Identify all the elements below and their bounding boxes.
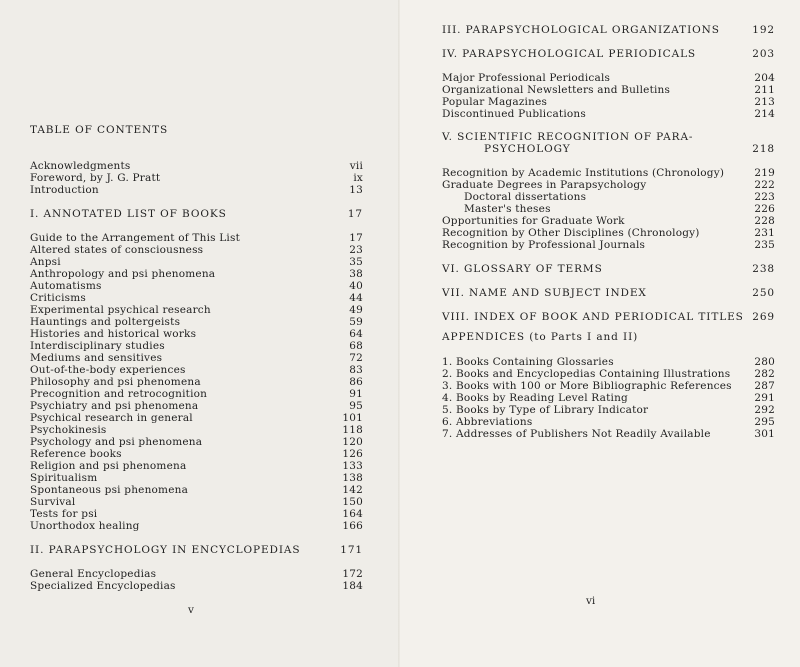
toc-entry-page: 120	[342, 436, 363, 448]
toc-entry	[442, 428, 775, 440]
toc-entry-label: Hauntings and poltergeists	[30, 316, 181, 328]
toc-entry-label: 4. Books by Reading Level Rating	[442, 392, 628, 404]
section-heading	[442, 287, 775, 299]
toc-entry	[30, 316, 363, 328]
section-heading-label: V. SCIENTIFIC RECOGNITION OF PARA-	[442, 131, 694, 143]
toc-entry	[30, 328, 363, 340]
toc-entry	[30, 484, 363, 496]
page-number: vi	[586, 595, 596, 607]
toc-entry-page: 301	[754, 428, 775, 440]
toc-entry-page: 44	[349, 292, 363, 304]
toc-entry-label: Tests for psi	[30, 508, 98, 520]
toc-entry	[30, 388, 363, 400]
toc-entry-label: Spiritualism	[30, 472, 98, 484]
toc-entry-page: 235	[754, 239, 775, 251]
toc-entry-page: 295	[754, 416, 775, 428]
toc-entry-label: Psychical research in general	[30, 412, 193, 424]
toc-entry-page: 292	[754, 404, 775, 416]
toc-entry-page: 228	[754, 215, 775, 227]
toc-entry	[30, 472, 363, 484]
toc-entry	[30, 496, 363, 508]
toc-entry-label: Recognition by Other Disciplines (Chronology)	[442, 227, 700, 239]
section-heading	[30, 544, 363, 556]
toc-entry-page: 213	[754, 96, 775, 108]
toc-entry-page: 13	[349, 184, 363, 196]
toc-entry	[30, 460, 363, 472]
toc-entry-page: 172	[342, 568, 363, 580]
toc-entry	[442, 239, 775, 251]
toc-entry-page: 280	[754, 356, 775, 368]
toc-entry-page: 223	[754, 191, 775, 203]
toc-entry-page: 17	[349, 232, 363, 244]
toc-entry	[30, 232, 363, 244]
toc-entry-label: 1. Books Containing Glossaries	[442, 356, 614, 368]
toc-entry-label: Criticisms	[30, 292, 86, 304]
section-heading-label: VII. NAME AND SUBJECT INDEX	[442, 287, 647, 299]
toc-entry	[442, 368, 775, 380]
toc-entry-page: 118	[342, 424, 363, 436]
toc-entry-label: Automatisms	[30, 280, 102, 292]
toc-entry	[30, 400, 363, 412]
toc-entry-page: 83	[349, 364, 363, 376]
toc-entry	[30, 520, 363, 532]
toc-entry-page: 95	[349, 400, 363, 412]
toc-entry-page: 59	[349, 316, 363, 328]
toc-entry	[30, 292, 363, 304]
toc-title: TABLE OF CONTENTS	[30, 124, 169, 136]
toc-entry	[30, 244, 363, 256]
toc-entry-page: 231	[754, 227, 775, 239]
toc-entry-label: 6. Abbreviations	[442, 416, 533, 428]
toc-entry-page: 204	[754, 72, 775, 84]
toc-entry	[30, 568, 363, 580]
toc-entry	[30, 448, 363, 460]
appendices-heading: APPENDICES (to Parts I and II)	[442, 331, 639, 343]
toc-entry	[30, 364, 363, 376]
section-heading-label: I. ANNOTATED LIST OF BOOKS	[30, 208, 227, 220]
section-heading	[442, 48, 775, 60]
toc-entry	[442, 227, 775, 239]
toc-entry	[30, 352, 363, 364]
section-heading-label: PSYCHOLOGY	[484, 143, 571, 155]
toc-entry-page: 184	[342, 580, 363, 592]
toc-entry-label: Recognition by Academic Institutions (Chronology)	[442, 167, 725, 179]
toc-entry-page: 222	[754, 179, 775, 191]
toc-entry-label: Anthropology and psi phenomena	[30, 268, 216, 280]
toc-entry-label: Doctoral dissertations	[464, 191, 587, 203]
toc-entry-label: 5. Books by Type of Library Indicator	[442, 404, 649, 416]
toc-entry-page: 35	[349, 256, 363, 268]
toc-entry-label: Unorthodox healing	[30, 520, 140, 532]
toc-entry-label: Out-of-the-body experiences	[30, 364, 186, 376]
toc-entry-label: Master's theses	[464, 203, 551, 215]
toc-entry	[442, 108, 775, 120]
toc-entry-label: Precognition and retrocognition	[30, 388, 208, 400]
toc-entry-page: 126	[342, 448, 363, 460]
toc-entry-label: Spontaneous psi phenomena	[30, 484, 189, 496]
toc-entry	[30, 160, 363, 172]
page-number: v	[188, 604, 194, 616]
section-heading-page: 218	[752, 143, 775, 155]
toc-entry	[30, 340, 363, 352]
toc-entry	[30, 172, 363, 184]
toc-entry	[442, 179, 775, 191]
toc-entry	[30, 508, 363, 520]
right-page	[400, 0, 800, 667]
toc-entry-label: Survival	[30, 496, 76, 508]
toc-entry	[30, 304, 363, 316]
section-heading-page: 269	[752, 311, 775, 323]
toc-entry-page: 40	[349, 280, 363, 292]
toc-entry-page: 282	[754, 368, 775, 380]
toc-entry-label: 3. Books with 100 or More Bibliographic References	[442, 380, 732, 392]
section-heading-label: II. PARAPSYCHOLOGY IN ENCYCLOPEDIAS	[30, 544, 301, 556]
toc-entry-page: 68	[349, 340, 363, 352]
section-heading	[442, 311, 775, 323]
toc-entry-label: 2. Books and Encyclopedias Containing Illustrations	[442, 368, 731, 380]
toc-entry	[442, 416, 775, 428]
toc-entry-label: Anpsi	[30, 256, 61, 268]
toc-entry-page: 291	[754, 392, 775, 404]
toc-entry	[442, 404, 775, 416]
toc-entry-label: Guide to the Arrangement of This List	[30, 232, 240, 244]
toc-entry	[30, 280, 363, 292]
toc-entry-label: Interdisciplinary studies	[30, 340, 165, 352]
toc-entry-label: Discontinued Publications	[442, 108, 586, 120]
toc-entry	[442, 380, 775, 392]
toc-entry	[30, 256, 363, 268]
section-heading	[442, 131, 775, 143]
toc-entry-page: 226	[754, 203, 775, 215]
section-heading	[442, 263, 775, 275]
toc-entry-page: vii	[349, 160, 363, 172]
toc-entry-page: 64	[349, 328, 363, 340]
toc-entry	[30, 376, 363, 388]
toc-entry-label: Recognition by Professional Journals	[442, 239, 646, 251]
section-heading-page: 238	[752, 263, 775, 275]
toc-entry	[30, 580, 363, 592]
toc-entry-label: Specialized Encyclopedias	[30, 580, 176, 592]
toc-entry-label: Histories and historical works	[30, 328, 197, 340]
toc-entry-page: 23	[349, 244, 363, 256]
toc-entry-label: Organizational Newsletters and Bulletins	[442, 84, 671, 96]
toc-entry	[442, 72, 775, 84]
toc-entry-label: Religion and psi phenomena	[30, 460, 187, 472]
toc-entry-page: 49	[349, 304, 363, 316]
section-heading-continued	[442, 143, 775, 155]
toc-entry-label: Foreword, by J. G. Pratt	[30, 172, 161, 184]
toc-entry-page: 211	[754, 84, 775, 96]
section-heading-label: IV. PARAPSYCHOLOGICAL PERIODICALS	[442, 48, 697, 60]
toc-entry-label: Introduction	[30, 184, 99, 196]
toc-entry-page: 166	[342, 520, 363, 532]
toc-entry-page: 133	[342, 460, 363, 472]
toc-entry-page: 38	[349, 268, 363, 280]
toc-entry-label: Mediums and sensitives	[30, 352, 163, 364]
toc-entry-label: Acknowledgments	[30, 160, 131, 172]
toc-entry	[442, 167, 775, 179]
toc-entry-label: Major Professional Periodicals	[442, 72, 611, 84]
toc-entry-label: Philosophy and psi phenomena	[30, 376, 201, 388]
toc-entry-page: 91	[349, 388, 363, 400]
section-heading	[442, 24, 775, 36]
toc-entry-label: Psychiatry and psi phenomena	[30, 400, 199, 412]
section-heading	[30, 208, 363, 220]
toc-entry-page: 101	[342, 412, 363, 424]
toc-entry-page: ix	[353, 172, 363, 184]
toc-entry-label: 7. Addresses of Publishers Not Readily Available	[442, 428, 711, 440]
toc-entry	[30, 412, 363, 424]
toc-entry	[30, 268, 363, 280]
section-heading-page: 250	[752, 287, 775, 299]
toc-entry	[30, 436, 363, 448]
toc-entry-label: Reference books	[30, 448, 122, 460]
toc-entry-label: Graduate Degrees in Parapsychology	[442, 179, 647, 191]
section-heading-page: 203	[752, 48, 775, 60]
toc-entry-page: 150	[342, 496, 363, 508]
toc-entry-label: Psychology and psi phenomena	[30, 436, 203, 448]
section-heading-page: 171	[340, 544, 363, 556]
section-heading-label: III. PARAPSYCHOLOGICAL ORGANIZATIONS	[442, 24, 720, 36]
toc-entry-page: 214	[754, 108, 775, 120]
toc-entry-page: 164	[342, 508, 363, 520]
toc-entry-label: General Encyclopedias	[30, 568, 157, 580]
toc-entry-label: Experimental psychical research	[30, 304, 211, 316]
toc-entry	[442, 215, 775, 227]
toc-entry	[442, 392, 775, 404]
toc-entry	[442, 191, 775, 203]
toc-entry-page: 138	[342, 472, 363, 484]
toc-entry	[442, 96, 775, 108]
toc-entry-label: Psychokinesis	[30, 424, 107, 436]
toc-entry-page: 86	[349, 376, 363, 388]
toc-entry	[442, 203, 775, 215]
toc-entry-page: 142	[342, 484, 363, 496]
toc-entry	[30, 184, 363, 196]
toc-entry-label: Altered states of consciousness	[30, 244, 204, 256]
toc-entry-page: 287	[754, 380, 775, 392]
toc-entry	[30, 424, 363, 436]
section-heading-label: VI. GLOSSARY OF TERMS	[442, 263, 603, 275]
section-heading-page: 192	[752, 24, 775, 36]
section-heading-label: VIII. INDEX OF BOOK AND PERIODICAL TITLES	[442, 311, 744, 323]
toc-entry	[442, 356, 775, 368]
toc-entry-page: 72	[349, 352, 363, 364]
toc-entry-label: Opportunities for Graduate Work	[442, 215, 625, 227]
toc-entry-page: 219	[754, 167, 775, 179]
section-heading-page: 17	[347, 208, 363, 220]
toc-entry	[442, 84, 775, 96]
toc-entry-label: Popular Magazines	[442, 96, 548, 108]
